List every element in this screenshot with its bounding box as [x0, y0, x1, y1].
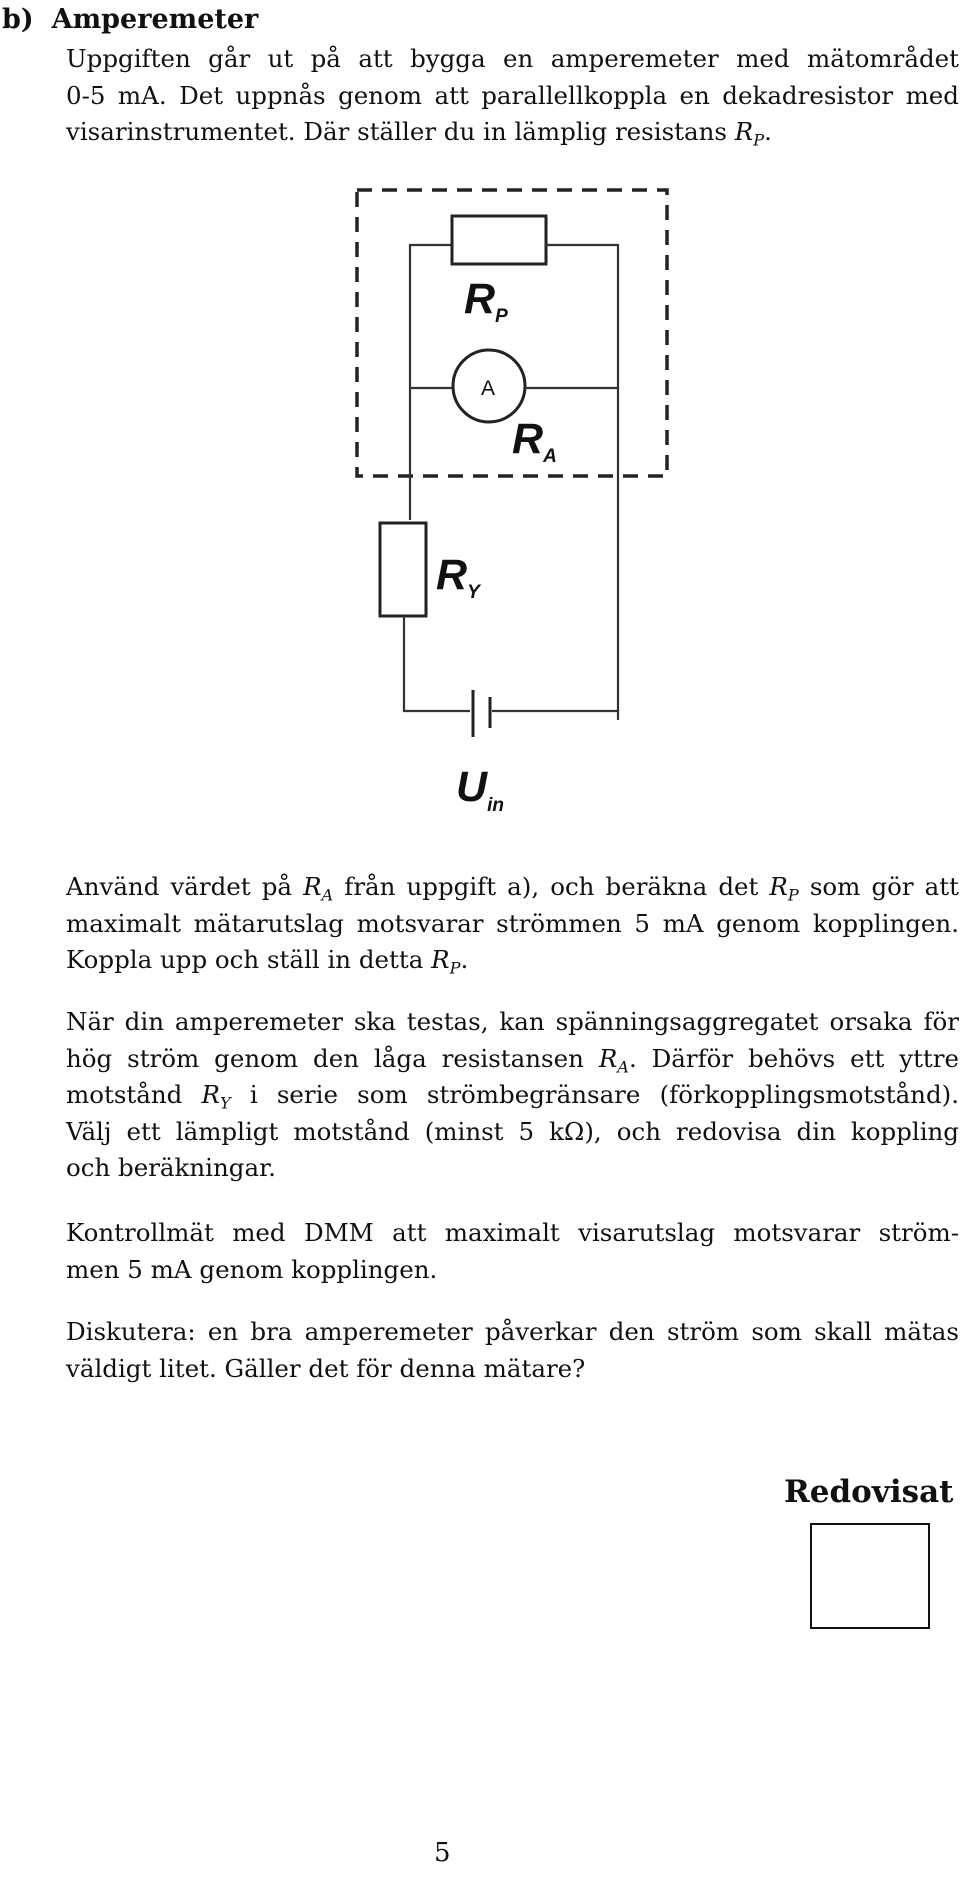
label-ry-letter: R — [436, 551, 468, 599]
task-line-3-end: . — [460, 945, 469, 974]
label-uin-letter: U — [456, 763, 488, 811]
task-line-3 — [66, 942, 959, 979]
symbol-ry — [201, 1080, 231, 1113]
symbol-rp-letter: R — [431, 945, 450, 974]
page-number: 5 — [434, 1838, 451, 1868]
label-uin-sub: in — [487, 795, 504, 816]
wire-bottom-left — [404, 616, 470, 711]
label-ra-letter: R — [512, 415, 544, 463]
verify-line-2: men 5 mA genom kopplingen. — [66, 1254, 438, 1284]
verify-paragraph — [66, 1215, 959, 1288]
task-line-1 — [66, 869, 959, 906]
symbol-rp-sub: P — [787, 885, 799, 905]
task-line-1-b: från uppgift a), och beräkna det — [333, 872, 770, 901]
symbol-rp-letter: R — [769, 872, 788, 901]
symbol-ry-sub: Y — [219, 1093, 231, 1113]
test-line-1: När din amperemeter ska testas, kan spänningsaggregatet orsaka för — [66, 1007, 959, 1036]
discuss-line-1: Diskutera: en bra amperemeter påverkar den ström som skall mätas — [66, 1317, 959, 1346]
test-line-3 — [66, 1077, 959, 1114]
task-line-3-a: Koppla upp och ställ in detta — [66, 945, 432, 974]
intro-line-3-end: . — [764, 117, 772, 146]
wire-top-right — [546, 245, 618, 720]
task-line-1-c: som gör att — [798, 872, 959, 901]
section-number: b) — [2, 4, 34, 35]
symbol-ra — [598, 1043, 629, 1077]
symbol-ra-letter: R — [598, 1043, 618, 1073]
label-ra — [512, 415, 557, 467]
symbol-rp-sub: P — [753, 130, 765, 150]
redovisat-label: Redovisat — [784, 1474, 954, 1510]
intro-line-3-text: visarinstrumentet. Där ställer du in lämplig resistans — [66, 117, 735, 146]
symbol-rp-sub: P — [449, 958, 461, 978]
test-line-4: Välj ett lämpligt motstånd (minst 5 kΩ), och redovisa din koppling — [66, 1116, 959, 1146]
discuss-line-2: väldigt litet. Gäller det för denna mätare? — [66, 1353, 586, 1383]
circuit-diagram — [0, 0, 960, 840]
symbol-ra-letter: R — [303, 872, 322, 901]
wire-top-left — [410, 245, 452, 520]
verify-line-1: Kontrollmät med DMM att maximalt visarutslag motsvarar ström- — [66, 1218, 959, 1247]
task-line-1-a: Använd värdet på — [66, 872, 304, 901]
test-line-2-b: . Därför behövs ett yttre — [628, 1043, 959, 1073]
test-line-2-a: hög ström genom den låga resistansen — [66, 1043, 599, 1073]
resistor-ry — [380, 523, 426, 616]
resistor-rp — [452, 216, 546, 264]
test-line-2 — [66, 1041, 959, 1078]
symbol-ra-sub: A — [617, 1057, 629, 1077]
symbol-rp-letter: R — [734, 117, 754, 146]
test-line-3-a: motstånd — [66, 1080, 202, 1109]
test-line-3-b: i serie som strömbegränsare (förkopplingsmotstånd). — [230, 1080, 959, 1109]
redovisat-checkbox[interactable] — [810, 1523, 930, 1629]
intro-line-2: 0-5 mA. Det uppnås genom att parallellkoppla en dekadresistor med — [66, 80, 959, 110]
section-title: Amperemeter — [51, 4, 259, 35]
symbol-ra-sub: A — [321, 885, 334, 905]
label-ry — [436, 551, 482, 603]
label-rp-sub: P — [495, 306, 508, 327]
ammeter-label: A — [480, 377, 496, 400]
label-rp — [464, 275, 508, 327]
label-uin — [456, 763, 504, 816]
symbol-ra — [303, 872, 334, 905]
symbol-rp — [769, 872, 799, 905]
label-ry-sub: Y — [467, 582, 480, 603]
task-line-2: maximalt mätarutslag motsvarar strömmen 5 mA genom kopplingen. — [66, 908, 959, 938]
test-paragraph — [66, 1004, 959, 1187]
intro-line-1: Uppgiften går ut på att bygga en amperemeter med mätområdet — [66, 44, 959, 73]
symbol-ry-letter: R — [201, 1080, 220, 1109]
label-rp-letter: R — [464, 275, 496, 323]
label-ra-sub: A — [543, 446, 557, 467]
discuss-paragraph — [66, 1314, 959, 1387]
test-line-5: och beräkningar. — [66, 1153, 276, 1182]
symbol-rp — [431, 945, 461, 978]
task-paragraph — [66, 869, 959, 979]
